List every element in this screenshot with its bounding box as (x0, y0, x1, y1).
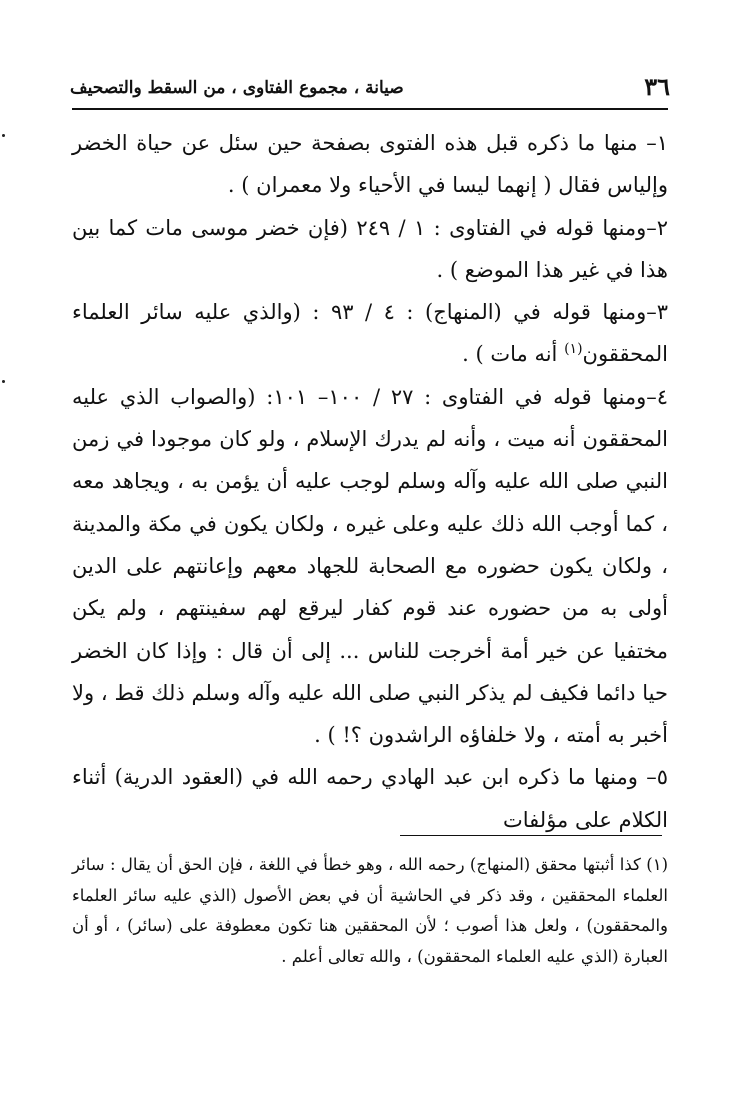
margin-mark (2, 134, 5, 137)
margin-mark (2, 380, 5, 383)
footnote-rule (400, 835, 662, 836)
page-number: ٣٦ (644, 72, 670, 101)
paragraph-3 (72, 291, 668, 376)
body-text (72, 122, 668, 841)
paragraph-3-text: ٣–ومنها قوله في (المنهاج) : ٤ / ٩٣ : (والذي عليه سائر العلماء المحققون (72, 300, 668, 367)
page-header (70, 70, 670, 104)
header-rule (72, 108, 668, 110)
paragraph-4: ٤–ومنها قوله في الفتاوى : ٢٧ / ١٠٠– ١٠١: (والصواب الذي عليه المحققون أنه ميت ، وأنه لم يدرك الإسلام ، ولو كان موجودا في زمن النبي صلى الله عليه وآله وسلم لوجب عليه أن يؤمن به ، ويجاهد معه ، كما أوجب الله ذلك عليه وعلى غيره ، ولكان يكون في مكة والمدينة ، ولكان يكون حضوره مع الصحابة للجهاد معهم وإعانتهم على الدين أولى به من حضوره عند قوم كفار ليرقع لهم سفينتهم ، ولم يكن مختفيا عن خير أمة أخرجت للناس ... إلى أن قال : وإذا كان الخضر حيا دائما فكيف لم يذكر النبي صلى الله عليه وآله وسلم ذلك قط ، ولا أخبر به أمته ، ولا خلفاؤه الراشدون ؟! ) . (72, 384, 668, 748)
paragraph-2: ٢–ومنها قوله في الفتاوى : ١ / ٢٤٩ (فإن خضر موسى مات كما بين هذا في غير هذا الموضع ) . (72, 215, 668, 282)
paragraph-5: ٥– ومنها ما ذكره ابن عبد الهادي رحمه الله في (العقود الدرية) أثناء الكلام على مؤلفات (72, 765, 668, 832)
footnote-marker: (١) (564, 341, 583, 358)
paragraph-3-end: أنه مات ) . (462, 342, 565, 367)
paragraph-1: ١– منها ما ذكره قبل هذه الفتوى بصفحة حين سئل عن حياة الخضر وإلياس فقال ( إنهما ليسا في الأحياء ولا معمران ) . (72, 131, 668, 198)
running-title: صيانة ، مجموع الفتاوى ، من السقط والتصحيف (70, 78, 404, 98)
footnote: (١) كذا أثبتها محقق (المنهاج) رحمه الله ، وهو خطأ في اللغة ، فإن الحق أن يقال : سائر العلماء المحققين ، وقد ذكر في الحاشية أن في بعض الأصول (الذي عليه سائر العلماء والمحققون) ، ولعل هذا أصوب ؛ لأن المحققين هنا تكون معطوفة على (سائر) ، أو أن العبارة (الذي عليه العلماء المحققون) ، والله تعالى أعلم . (72, 855, 668, 966)
